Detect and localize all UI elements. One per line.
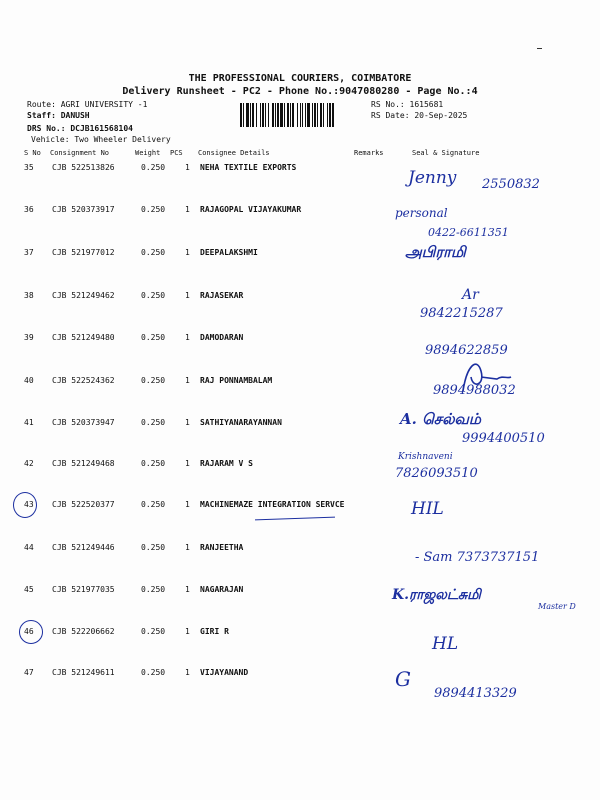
table-header [0, 149, 600, 159]
row-consignee: SATHIYANARAYANNAN [200, 418, 282, 427]
table-row [0, 248, 600, 260]
row-pcs: 1 [185, 500, 190, 509]
signature: A. செல்வம் [400, 410, 481, 428]
row-pcs: 1 [185, 205, 190, 214]
row-sno: 35 [24, 163, 34, 172]
row-consignee: NEHA TEXTILE EXPORTS [200, 163, 297, 172]
handwritten-phone: 9894622859 [425, 343, 508, 358]
signature: K.ராஜலட்சுமி [392, 587, 481, 603]
handwritten-phone: 9894988032 [433, 383, 516, 398]
row-sno: 45 [24, 585, 34, 594]
row-consignee: RAJARAM V S [200, 459, 253, 468]
row-consignee: VIJAYANAND [200, 668, 249, 677]
row-pcs: 1 [185, 459, 190, 468]
row-consignment: CJB 521249611 [52, 668, 115, 677]
row-consignee: DAMODARAN [200, 333, 244, 342]
row-consignment: CJB 522520377 [52, 500, 115, 509]
row-weight: 0.250 [141, 333, 166, 342]
row-consignee: RAJ PONNAMBALAM [200, 376, 273, 385]
table-row [0, 585, 600, 597]
handwritten-phone: 2550832 [482, 177, 540, 192]
row-sno: 40 [24, 376, 34, 385]
row-consignee: NAGARAJAN [200, 585, 244, 594]
row-pcs: 1 [185, 668, 190, 677]
handwritten-phone: 0422-6611351 [428, 226, 509, 239]
row-sno: 37 [24, 248, 34, 257]
row-sno: 38 [24, 291, 34, 300]
row-consignment: CJB 522206662 [52, 627, 115, 636]
row-consignee: DEEPALAKSHMI [200, 248, 258, 257]
circle-mark [13, 492, 37, 518]
row-consignee: RAJASEKAR [200, 291, 244, 300]
col-weight: Weight [135, 149, 161, 157]
handwritten-phone: 9894413329 [434, 686, 517, 701]
row-weight: 0.250 [141, 500, 166, 509]
handwritten-phone: 9842215287 [420, 306, 503, 321]
table-row [0, 418, 600, 430]
signature: - Sam 7373737151 [415, 550, 540, 565]
row-consignment: CJB 520373947 [52, 418, 115, 427]
col-pcs: PCS [170, 149, 183, 157]
row-sno: 47 [24, 668, 34, 677]
row-sno: 46 [24, 627, 34, 636]
row-sno: 44 [24, 543, 34, 552]
row-sno: 42 [24, 459, 34, 468]
row-weight: 0.250 [141, 668, 166, 677]
row-pcs: 1 [185, 543, 190, 552]
signature: Jenny [408, 168, 457, 188]
row-weight: 0.250 [141, 248, 166, 257]
row-consignee: GIRI R [200, 627, 229, 636]
row-weight: 0.250 [141, 418, 166, 427]
row-pcs: 1 [185, 163, 190, 172]
table-row [0, 163, 600, 175]
row-consignee: RAJAGOPAL VIJAYAKUMAR [200, 205, 302, 214]
row-consignee: MACHINEMAZE INTEGRATION SERVCE [200, 500, 345, 509]
row-consignment: CJB 521977035 [52, 585, 115, 594]
barcode [240, 103, 365, 127]
row-sno: 39 [24, 333, 34, 342]
row-weight: 0.250 [141, 627, 166, 636]
signature: HL [432, 634, 459, 654]
table-row [0, 500, 600, 512]
table-row [0, 291, 600, 303]
row-weight: 0.250 [141, 459, 166, 468]
signature: Krishnaveni [398, 452, 453, 462]
signature: அபிராமி [405, 243, 466, 261]
table-row [0, 333, 600, 345]
row-pcs: 1 [185, 376, 190, 385]
circle-mark [19, 620, 43, 644]
table-row [0, 627, 600, 639]
signature: HIL [411, 499, 444, 519]
col-remarks: Remarks [354, 149, 384, 157]
row-consignment: CJB 520373917 [52, 205, 115, 214]
row-weight: 0.250 [141, 291, 166, 300]
row-consignment: CJB 521249480 [52, 333, 115, 342]
stray-mark [537, 48, 542, 49]
row-weight: 0.250 [141, 163, 166, 172]
col-sno: S No [24, 149, 41, 157]
row-consignment: CJB 521249468 [52, 459, 115, 468]
drs-number: DRS No.: DCJB161568104 [27, 124, 133, 133]
signature: G [395, 667, 411, 691]
row-pcs: 1 [185, 585, 190, 594]
row-sno: 43 [24, 500, 34, 509]
row-weight: 0.250 [141, 376, 166, 385]
table-row [0, 459, 600, 471]
row-consignment: CJB 521977012 [52, 248, 115, 257]
row-pcs: 1 [185, 627, 190, 636]
row-sno: 36 [24, 205, 34, 214]
table-row [0, 668, 600, 680]
row-weight: 0.250 [141, 585, 166, 594]
pen-stroke [255, 517, 335, 521]
row-consignment: CJB 522513826 [52, 163, 115, 172]
row-weight: 0.250 [141, 543, 166, 552]
handwritten-note: Master D [538, 602, 576, 611]
row-pcs: 1 [185, 248, 190, 257]
company-title: THE PROFESSIONAL COURIERS, COIMBATORE [188, 73, 412, 84]
row-pcs: 1 [185, 418, 190, 427]
table-row [0, 205, 600, 217]
barcode-bar [332, 103, 334, 127]
staff: Staff: DANUSH [27, 111, 90, 120]
signature: Ar [462, 287, 479, 303]
handwritten-phone: 9994400510 [462, 431, 545, 446]
col-consignment: Consignment No [50, 149, 110, 157]
handwritten-note: personal [395, 206, 448, 220]
col-consignee: Consignee Details [198, 149, 270, 157]
row-consignment: CJB 522524362 [52, 376, 115, 385]
rs-number: RS No.: 1615681 [371, 100, 444, 109]
handwritten-phone: 7826093510 [395, 466, 478, 481]
row-sno: 41 [24, 418, 34, 427]
col-seal: Seal & Signature [412, 149, 480, 157]
rs-date: RS Date: 20-Sep-2025 [371, 111, 468, 120]
row-weight: 0.250 [141, 205, 166, 214]
route: Route: AGRI UNIVERSITY -1 [27, 100, 148, 109]
row-consignment: CJB 521249446 [52, 543, 115, 552]
row-pcs: 1 [185, 333, 190, 342]
runsheet-subtitle: Delivery Runsheet - PC2 - Phone No.:9047080280 - Page No.:4 [122, 86, 478, 97]
row-consignee: RANJEETHA [200, 543, 244, 552]
row-consignment: CJB 521249462 [52, 291, 115, 300]
vehicle: Vehicle: Two Wheeler Delivery [31, 135, 171, 144]
row-pcs: 1 [185, 291, 190, 300]
